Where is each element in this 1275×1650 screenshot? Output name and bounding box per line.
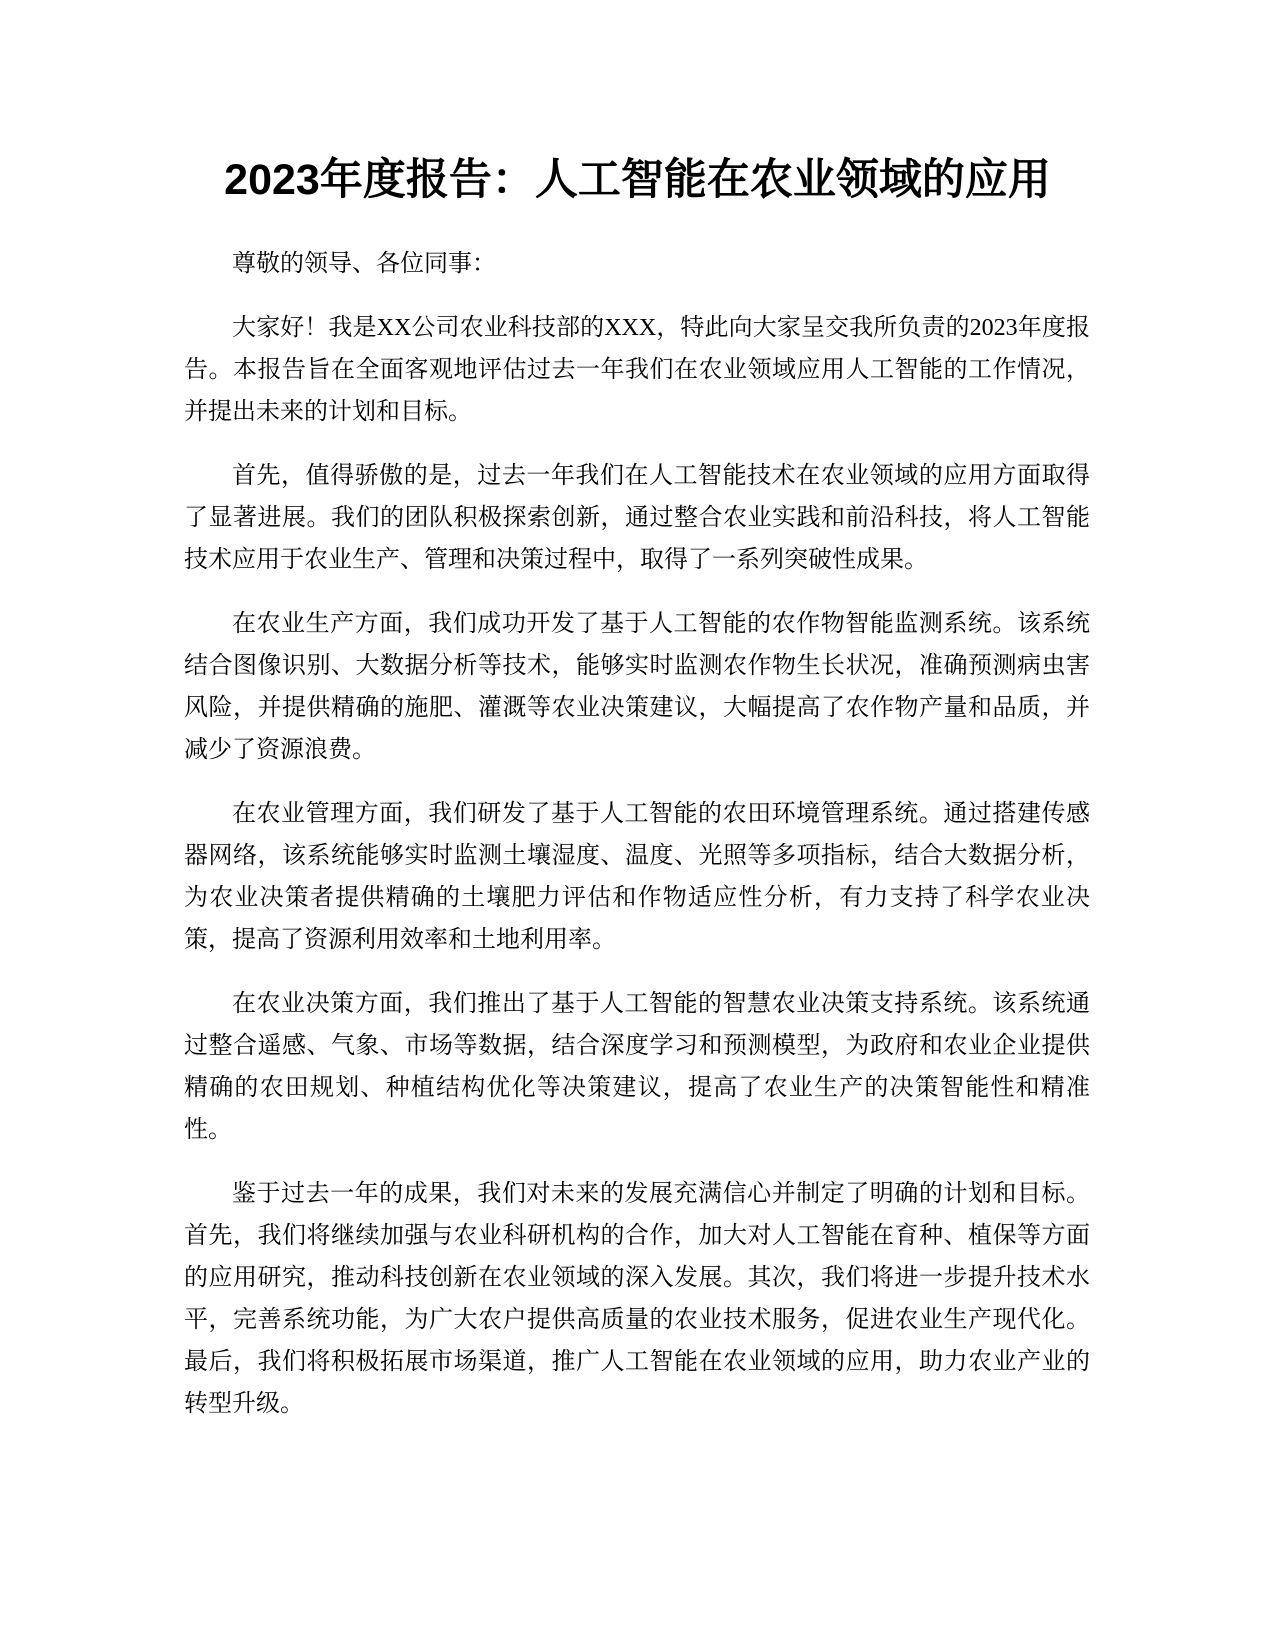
salutation-paragraph: 尊敬的领导、各位同事： (232, 251, 496, 277)
body-paragraph: 在农业决策方面，我们推出了基于人工智能的智慧农业决策支持系统。该系统通过整合遥感、气象、市场等数据，结合深度学习和预测模型，为政府和农业企业提供精确的农田规划、种植结构优化等决策建议，提高了农业生产的决策智能性和精准性。 (184, 991, 1090, 1143)
body-paragraph: 在农业生产方面，我们成功开发了基于人工智能的农作物智能监测系统。该系统结合图像识别、大数据分析等技术，能够实时监测农作物生长状况，准确预测病虫害风险，并提供精确的施肥、灌溉等农业决策建议，大幅提高了农作物产量和品质，并减少了资源浪费。 (184, 611, 1090, 763)
body-paragraph: 鉴于过去一年的成果，我们对未来的发展充满信心并制定了明确的计划和目标。首先，我们将继续加强与农业科研机构的合作，加大对人工智能在育种、植保等方面的应用研究，推动科技创新在农业领域的深入发展。其次，我们将进一步提升技术水平，完善系统功能，为广大农户提供高质量的农业技术服务，促进农业生产现代化。最后，我们将积极拓展市场渠道，推广人工智能在农业领域的应用，助力农业产业的转型升级。 (184, 1181, 1090, 1417)
body-paragraph: 首先，值得骄傲的是，过去一年我们在人工智能技术在农业领域的应用方面取得了显著进展。我们的团队积极探索创新，通过整合农业实践和前沿科技，将人工智能技术应用于农业生产、管理和决策过程中，取得了一系列突破性成果。 (184, 463, 1090, 573)
body-paragraph: 在农业管理方面，我们研发了基于人工智能的农田环境管理系统。通过搭建传感器网络，该系统能够实时监测土壤湿度、温度、光照等多项指标，结合大数据分析，为农业决策者提供精确的土壤肥力评估和作物适应性分析，有力支持了科学农业决策，提高了资源利用效率和土地利用率。 (184, 801, 1090, 953)
document-body (184, 243, 1090, 1447)
body-paragraph: 大家好！我是XX公司农业科技部的XXX，特此向大家呈交我所负责的2023年度报告。本报告旨在全面客观地评估过去一年我们在农业领域应用人工智能的工作情况，并提出未来的计划和目标。 (184, 315, 1090, 425)
document-title: 2023年度报告：人工智能在农业领域的应用 (224, 156, 1051, 204)
